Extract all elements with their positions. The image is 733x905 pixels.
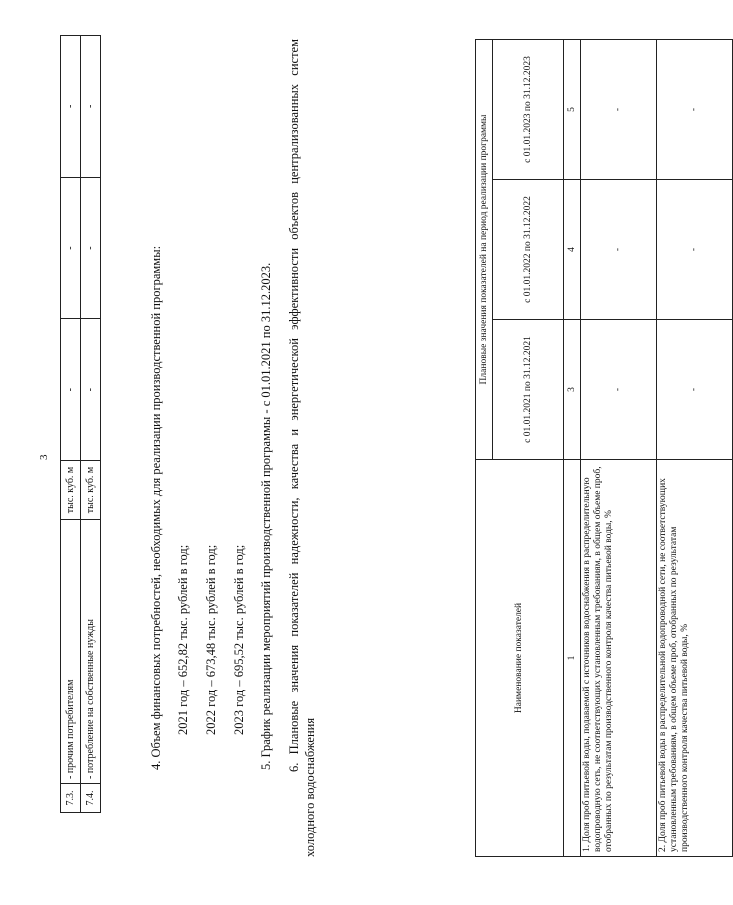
row-value-2022: - — [81, 177, 101, 319]
column-number-row — [564, 40, 581, 857]
row-value-2023: - — [81, 36, 101, 178]
header-period-2023: с 01.01.2023 по 31.12.2023 — [493, 40, 564, 180]
header-planned-values: Плановые значения показателей на период реализации программы — [476, 40, 493, 460]
header-row — [476, 40, 493, 857]
row-number: 7.3. — [61, 784, 81, 813]
row-unit: тыс. куб. м — [61, 461, 81, 520]
amount-2023: 2023 год – 695,52 тыс. рублей в год; — [232, 544, 246, 735]
row-value-2023: - — [61, 36, 81, 178]
header-period-2021: с 01.01.2021 по 31.12.2021 — [493, 320, 564, 460]
indicator-value-2023: - — [581, 40, 657, 180]
column-number-3: 3 — [564, 320, 581, 460]
row-name: - потребление на собственные нужды — [81, 520, 101, 784]
amount-2021: 2021 год – 652,82 тыс. рублей в год; — [176, 544, 190, 735]
column-number-1: 1 — [564, 460, 581, 857]
row-name: - прочим потребителям — [61, 520, 81, 784]
indicator-name: 1. Доля проб питьевой воды, подаваемой с источников водоснабжения в распределительную водопроводную сеть, не соответствующих установленным требованиям, в общем объеме проб, отобранных по результатам производственного контроля качества питьевой воды, % — [581, 460, 657, 857]
row-value-2022: - — [61, 177, 81, 319]
row-unit: тыс. куб. м — [81, 461, 101, 520]
table-row — [81, 36, 101, 813]
row-value-2021: - — [61, 319, 81, 461]
indicator-value-2023: - — [657, 40, 733, 180]
row-number: 7.4. — [81, 784, 101, 813]
indicator-name: 2. Доля проб питьевой воды в распределительной водопроводной сети, не соответствующих установленным требованиям, в общем объеме проб, отобранных по результатам производственного контроля качества питьевой воды, % — [657, 460, 733, 857]
amount-2022: 2022 год – 673,48 тыс. рублей в год; — [204, 544, 218, 735]
column-number-5: 5 — [564, 40, 581, 180]
indicator-value-2021: - — [657, 320, 733, 460]
section-4-heading: 4. Объем финансовых потребностей, необходимых для реализации производственной программы: — [149, 245, 163, 770]
table-row — [61, 36, 81, 813]
section-5-text: 5. График реализации мероприятий производственной программы - с 01.01.2021 по 31.12.2023. — [259, 262, 273, 770]
header-indicator-name: Наименование показателей — [476, 460, 564, 857]
indicator-value-2022: - — [581, 180, 657, 320]
header-period-2022: с 01.01.2022 по 31.12.2022 — [493, 180, 564, 320]
row-value-2021: - — [81, 319, 101, 461]
indicator-value-2021: - — [581, 320, 657, 460]
page-number: 3 — [38, 454, 50, 460]
table-row — [581, 40, 657, 857]
indicator-value-2022: - — [657, 180, 733, 320]
column-number-4: 4 — [564, 180, 581, 320]
top-table — [60, 35, 101, 813]
indicators-table — [475, 39, 733, 857]
section-6-text: 6. Плановые значения показателей надежности, качества и энергетической эффективности объектов централизованных систем холодного водоснабжения — [287, 39, 317, 857]
table-row — [657, 40, 733, 857]
